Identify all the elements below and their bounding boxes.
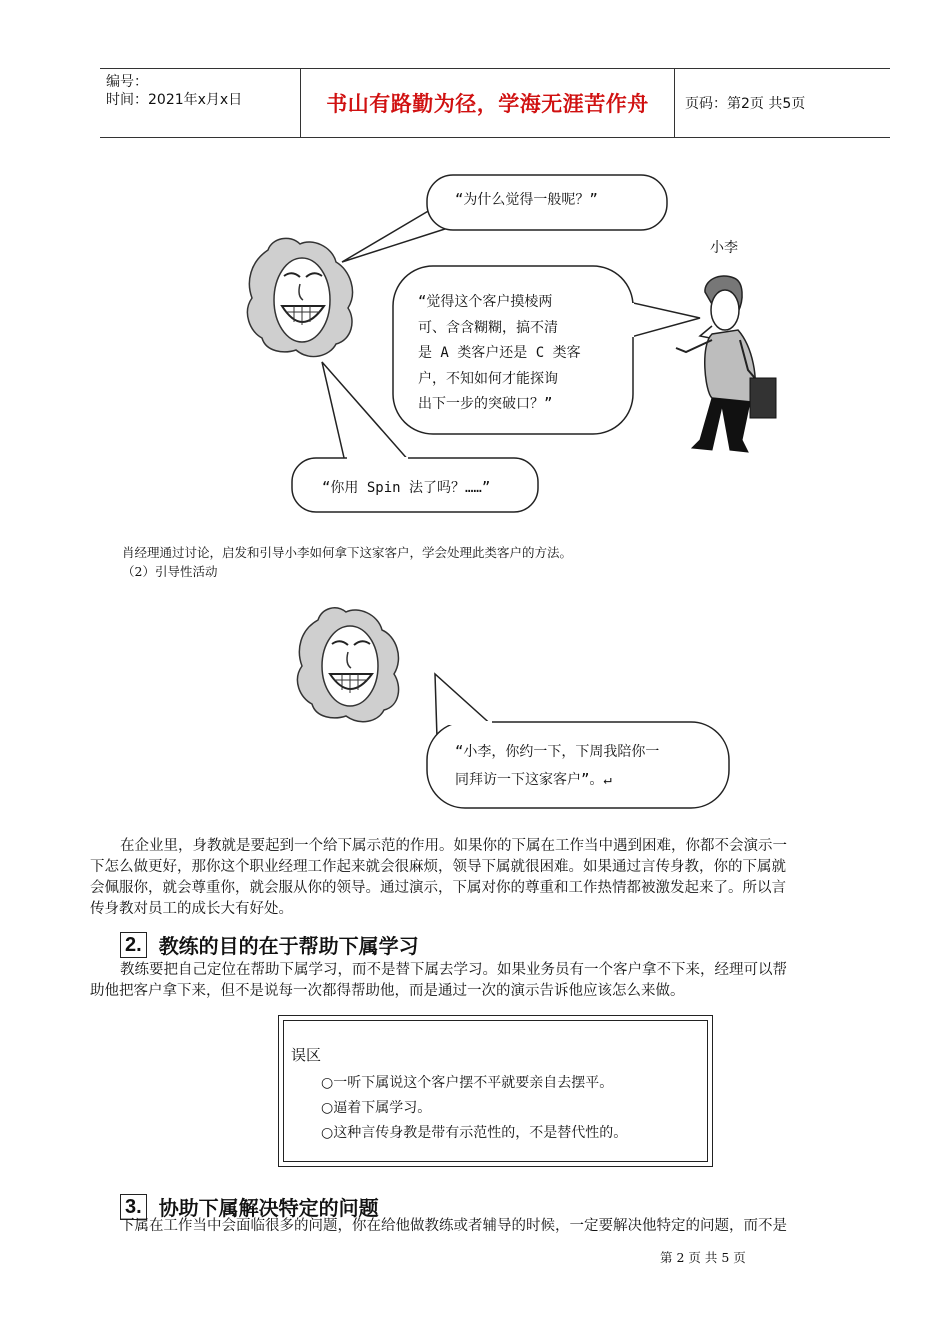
misconception-item: ○逼着下属学习。 <box>321 1100 432 1116</box>
subheading-text: （2）引导性活动 <box>122 564 218 579</box>
section-2-body: 教练要把自己定位在帮助下属学习，而不是替下属去学习。如果业务员有一个客户拿不下来，经理可以帮 助他把客户拿下来，但不是说每一次都得帮助他，而是通过一次的演示告诉他应该怎么来做。 <box>90 962 787 999</box>
section-3-title: 协助下属解决特定的问题 <box>158 1198 379 1220</box>
section-2-number: 2. <box>120 932 147 958</box>
section-2-title: 教练的目的在于帮助下属学习 <box>158 936 419 958</box>
scene1-illustration <box>0 0 950 540</box>
misconception-item: ○这种言传身教是带有示范性的，不是替代性的。 <box>321 1125 628 1141</box>
bubble-top-text: “为什么觉得一般呢？” <box>455 192 598 208</box>
section-3-number: 3. <box>120 1194 147 1220</box>
header-number-label: 编号： <box>106 74 148 90</box>
misconceptions-box <box>278 1015 713 1167</box>
header-time-label: 时间：2021年x月x日 <box>106 92 243 108</box>
paragraph-body: 在企业里，身教就是要起到一个给下属示范的作用。如果你的下属在工作当中遇到困难，你都不会演示一 下怎么做更好，那你这个职业经理工作起来就会很麻烦，领导下属就很困难。如果通过言传身教，你的下属就 会佩服你，就会尊重你，就会服从你的领导。通过演示，下属对你的尊重和工作热情都被激发起来了。所以言 传身教对员工的成长大有好处。 <box>90 838 787 917</box>
section-2-heading <box>120 930 419 959</box>
bubble-scene2-text: “小李，你约一下，下周我陪你一 同拜访一下这家客户”。↵ <box>455 744 660 788</box>
caption-text: 肖经理通过讨论，启发和引导小李如何拿下这家客户，学会处理此类客户的方法。 <box>122 545 573 560</box>
character-name-label: 小李 <box>710 240 738 256</box>
misconceptions-title: 误区 <box>291 1046 322 1064</box>
header-motto: 书山有路勤为径，学海无涯苦作舟 <box>326 91 649 116</box>
section-3-body: 下属在工作当中会面临很多的问题，你在给他做教练或者辅导的时候，一定要解决他特定的问题，而不是 <box>120 1218 787 1234</box>
bubble-bottom-text: “你用 Spin 法了吗？……” <box>322 480 491 496</box>
bubble-middle-text: “觉得这个客户摸棱两 可、含含糊糊，搞不清 是 A 类客户还是 C 类客 户，不知如何才能探询 出下一步的突破口？” <box>418 294 581 412</box>
xiaoli-figure-icon <box>676 276 776 452</box>
page-footer: 第 2 页 共 5 页 <box>660 1250 746 1265</box>
header-page-code: 页码：第2页 共5页 <box>685 96 806 112</box>
manager-face-icon <box>297 608 398 722</box>
misconception-item: ○一听下属说这个客户摆不平就要亲自去摆平。 <box>321 1075 614 1091</box>
manager-face-icon <box>247 238 352 356</box>
